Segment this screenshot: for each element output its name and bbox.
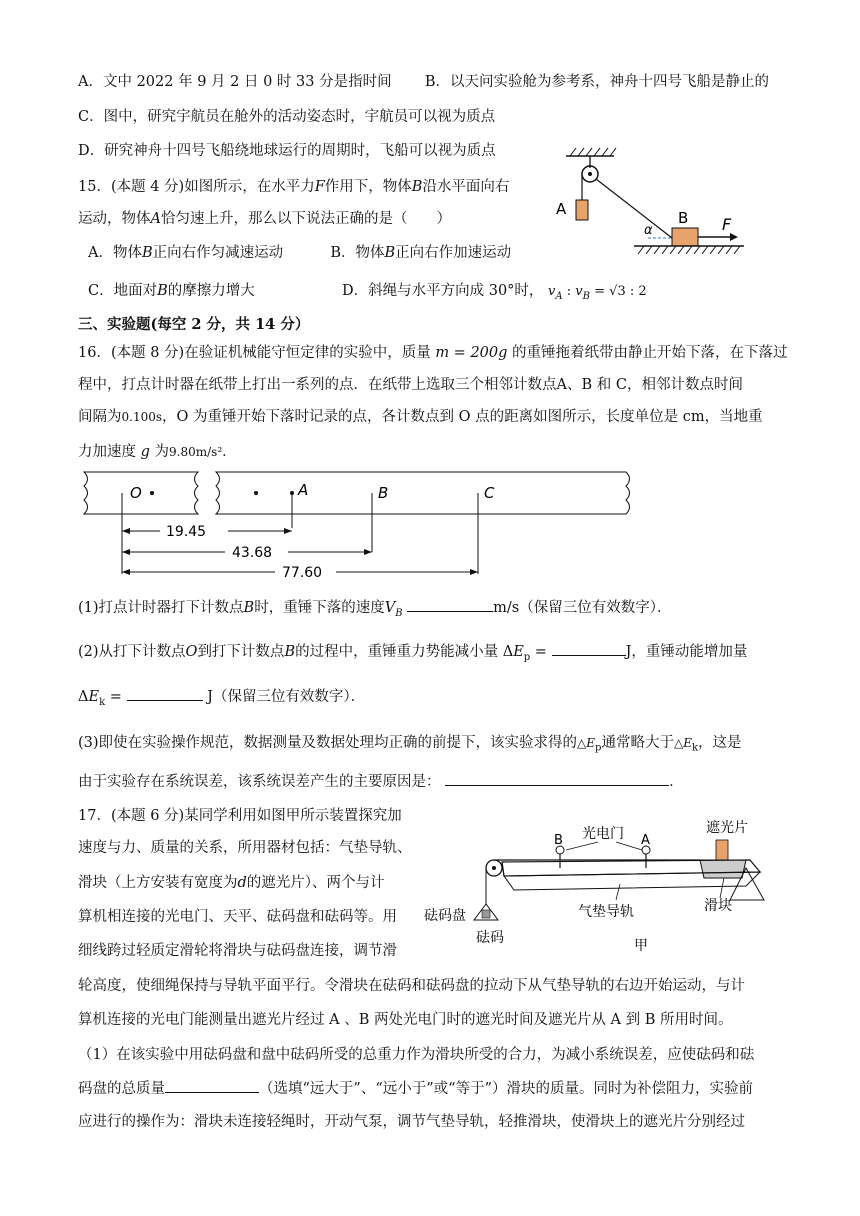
answer-blank-mass-relation[interactable] xyxy=(165,1078,259,1093)
label-rail: 气垫导轨 xyxy=(578,904,634,920)
q17-stem-line3: 滑块（上方安装有宽度为d的遮光片）、两个与计 xyxy=(78,875,385,891)
q14-option-a xyxy=(78,72,769,92)
tape-label-a: A xyxy=(298,481,309,499)
label-gate-a: A xyxy=(641,833,650,848)
label-pan: 砝码盘 xyxy=(424,908,466,924)
label-gate-b: B xyxy=(554,833,563,848)
q14-option-d: D．研究神舟十四号飞船绕地球运行的周期时，飞船可以视为质点 xyxy=(78,143,496,159)
q14-option-b-text: B．以天问实验舱为参考系，神舟十四号飞船是静止的 xyxy=(424,74,769,90)
q16-sub-3: (3)即使在实验操作规范，数据测量及数据处理均正确的前提下，该实验求得的$\triangle E_p$通常略大于$\triangle E_k$，这是 xyxy=(78,735,742,754)
q17-stem-line4: 算机相连接的光电门、天平、砝码盘和砝码等。用 xyxy=(78,909,397,925)
light-shield xyxy=(716,840,728,860)
q17-part1-line1: （1）在该实验中用砝码盘和盘中砝码所受的总重力作为滑块所受的合力，为减小系统误差，应使砝码和砝 xyxy=(78,1047,755,1063)
answer-blank-reason[interactable] xyxy=(445,771,669,786)
answer-blank-ek[interactable] xyxy=(127,686,203,701)
q17-stem-line7: 算机连接的光电门能测量出遮光片经过 A 、B 两处光电门时的遮光时间及遮光片从 A 到 B 所用时间。 xyxy=(78,1012,733,1028)
answer-blank-ep[interactable] xyxy=(552,641,626,656)
label-gate: 光电门 xyxy=(582,826,624,842)
q15-options-cd: C．地面对B的摩擦力增大 D．斜绳与水平方向成 30°时， $v_A$ : $v_B = √3$ : 2 xyxy=(88,283,647,302)
label-b: B xyxy=(678,209,689,227)
q17-part1-line2: 码盘的总质量 （选填“远大于”、“远小于”或“等于”）滑块的质量。同时为补偿阻力，实验前 xyxy=(78,1078,753,1099)
q16-sub-3b: 由于实验存在系统误差，该系统误差产生的主要原因是： ． xyxy=(78,771,684,792)
q17-stem-line6: 轮高度，使细绳保持与导轨平面平行。令滑块在砝码和砝码盘的拉动下从气垫导轨的右边开始运动，与计 xyxy=(78,978,745,994)
tape-label-c: C xyxy=(484,484,495,502)
q17-air-track-figure xyxy=(420,812,770,962)
label-slider: 滑块 xyxy=(704,898,732,914)
distance-oc: 77.60 xyxy=(282,565,323,578)
label-f: F xyxy=(722,215,732,234)
q16-sub-2b: $\Delta E_k = J$（保留三位有效数字）． xyxy=(78,686,365,713)
q17-stem-line5: 细线跨过轻质定滑轮将滑块与砝码盘连接，调节滑 xyxy=(78,943,397,959)
q16-sub-2: (2)从打下计数点O到打下计数点B的过程中，重锤重力势能减小量 $\Delta E_p = J$，重锤动能增加量 xyxy=(78,641,747,668)
slider-block xyxy=(700,860,746,878)
figure-caption: 甲 xyxy=(634,938,648,954)
tape-label-o: O xyxy=(130,484,142,502)
q15-option-d-ratio: √3 : 2 xyxy=(609,284,647,299)
label-weight: 砝码 xyxy=(476,930,504,946)
q17-stem-line2: 速度与力、质量的关系，所用器材包括：气垫导轨、 xyxy=(78,840,412,856)
label-alpha: α xyxy=(644,223,653,238)
q16-stem-line3: 间隔为0.100s，O 为重锤开始下落时记录的点，各计数点到 O 点的距离如图所示，长度单位是 cm，当地重 xyxy=(78,409,763,425)
q16-sub-1: (1)打点计时器打下计数点B时，重锤下落的速度$V_B$ m/s（保留三位有效数字）． xyxy=(78,597,671,624)
q14-option-a-text: A．文中 2022 年 9 月 2 日 0 时 33 分是指时间 xyxy=(78,74,392,90)
tape-label-b: B xyxy=(378,484,389,502)
q16-stem-line2: 程中，打点计时器在纸带上打出一系列的点．在纸带上选取三个相邻计数点A、B 和 C，相邻计数点时间 xyxy=(78,377,743,393)
q15-stem-line2: 运动，物体A恰匀速上升，那么以下说法正确的是（ ） xyxy=(78,211,451,227)
q15-options-ab: A．物体B正向右作匀减速运动 B．物体B正向右作加速运动 xyxy=(88,245,512,261)
q17-stem-line1: 17．(本题 6 分)某同学利用如图甲所示装置探究加 xyxy=(78,808,402,824)
q14-option-c: C．图中，研究宇航员在舱外的活动姿态时，宇航员可以视为质点 xyxy=(78,109,496,125)
distance-ob: 43.68 xyxy=(232,545,273,561)
q16-paper-tape-figure xyxy=(70,466,640,578)
distance-oa: 19.45 xyxy=(166,524,207,540)
label-shade: 遮光片 xyxy=(706,820,748,836)
q15-pulley-figure xyxy=(552,142,752,272)
label-a: A xyxy=(556,200,567,218)
q15-stem-line1: 15．(本题 4 分)如图所示，在水平力F作用下，物体B沿水平面向右 xyxy=(78,179,510,195)
q16-stem-line4: 力加速度 g 为9.80m/s²． xyxy=(78,444,237,460)
q17-part1-line3: 应进行的操作为：滑块未连接轻绳时，开动气泵，调节气垫导轨，轻推滑块，使滑块上的遮光片分别经过 xyxy=(78,1114,745,1130)
answer-blank-vb[interactable] xyxy=(407,597,493,612)
q16-stem-line1: 16．(本题 8 分)在验证机械能守恒定律的实验中，质量 m = 200g 的重锤拖着纸带由静止开始下落，在下落过 xyxy=(78,345,788,361)
block-a xyxy=(576,200,588,220)
block-b xyxy=(672,228,698,246)
section-3-heading: 三、实验题(每空 2 分，共 14 分） xyxy=(78,316,310,333)
